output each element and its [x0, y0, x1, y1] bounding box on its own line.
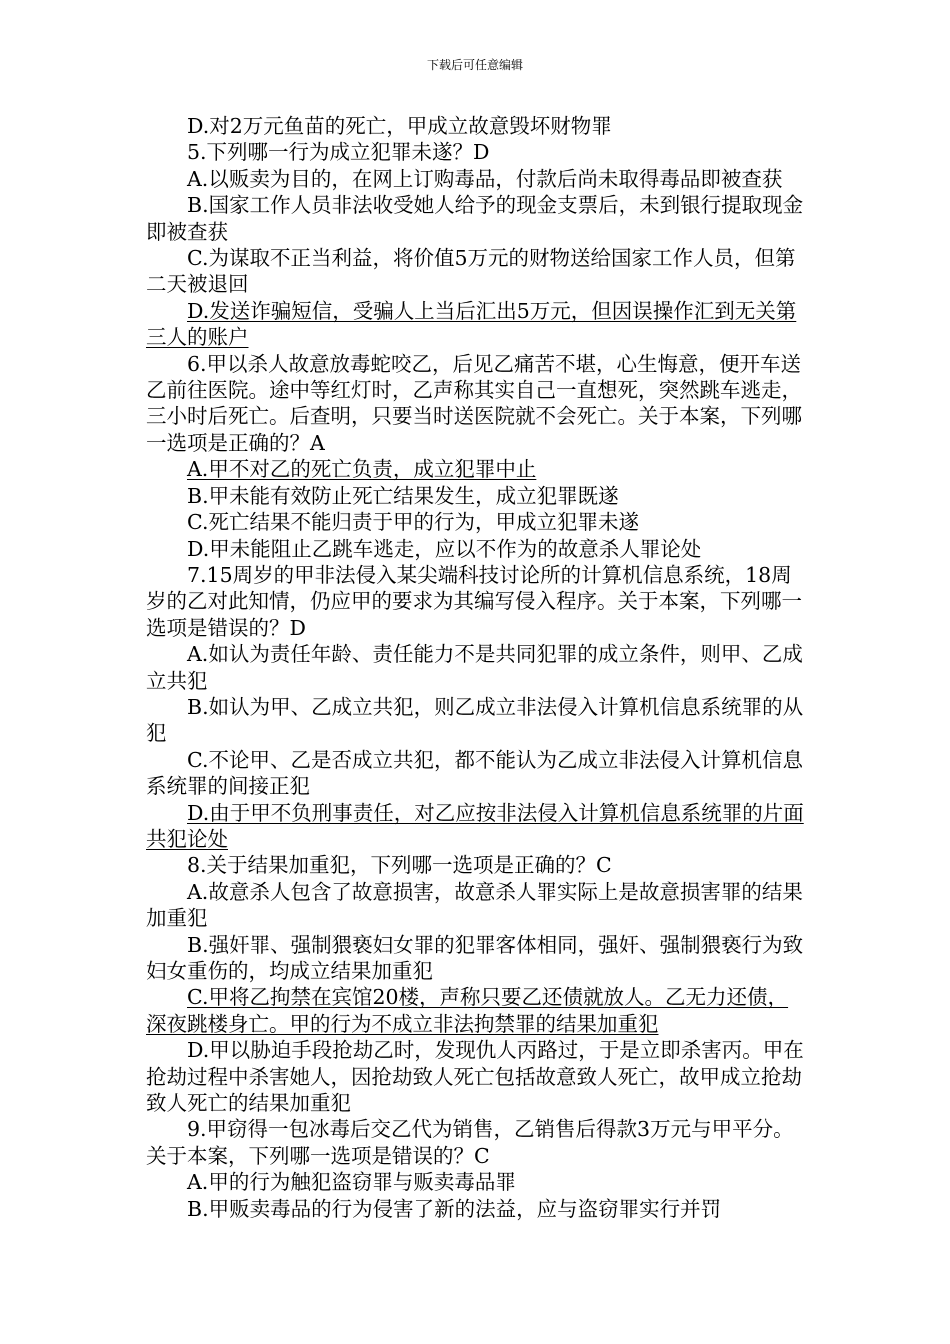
- paragraph-text: B.国家工作人员非法收受她人给予的现金支票后，未到银行提取现金即被查获: [146, 193, 804, 244]
- question-9: [146, 1116, 806, 1169]
- paragraph-text: D.由于甲不负刑事责任，对乙应按非法侵入计算机信息系统罪的片面共犯论处: [146, 800, 804, 851]
- option: [146, 456, 806, 482]
- option: [146, 192, 806, 245]
- paragraph-text: B.甲未能有效防止死亡结果发生，成立犯罪既遂: [187, 483, 619, 508]
- paragraph-text: D.对2万元鱼苗的死亡，甲成立故意毁坏财物罪: [187, 114, 612, 138]
- page-header: 下载后可任意编辑: [426, 58, 523, 72]
- paragraph-text: 9.甲窃得一包冰毒后交乙代为销售，乙销售后得款3万元与甲平分。关于本案，下列哪一选项是错误的？C: [146, 1117, 794, 1168]
- paragraph-text: B.如认为甲、乙成立共犯，则乙成立非法侵入计算机信息系统罪的从犯: [146, 694, 804, 746]
- paragraph-text: A.甲不对乙的死亡负责，成立犯罪中止: [187, 457, 537, 482]
- option: [146, 932, 806, 985]
- paragraph-text: C.甲将乙拘禁在宾馆20楼，声称只要乙还债就放人。乙无力还债，深夜跳楼身亡。甲的行为不成立非法拘禁罪的结果加重犯: [146, 985, 789, 1036]
- paragraph-text: 5.下列哪一行为成立犯罪未遂？D: [187, 140, 490, 165]
- paragraph: [146, 113, 806, 139]
- option: [146, 641, 806, 694]
- paragraph-text: B.强奸罪、强制猥亵妇女罪的犯罪客体相同，强奸、强制猥亵行为致妇女重伤的，均成立结果加重犯: [146, 932, 804, 983]
- question-7: [146, 562, 806, 641]
- option: [146, 1037, 806, 1116]
- paragraph-text: A.如认为责任年龄、责任能力不是共同犯罪的成立条件，则甲、乙成立共犯: [146, 642, 803, 693]
- option: [146, 483, 806, 509]
- paragraph-text: C.不论甲、乙是否成立共犯，都不能认为乙成立非法侵入计算机信息系统罪的间接正犯: [146, 747, 803, 799]
- paragraph-text: D.甲未能阻止乙跳车逃走，应以不作为的故意杀人罪论处: [187, 536, 702, 561]
- paragraph-text: A.甲的行为触犯盗窃罪与贩卖毒品罪: [187, 1170, 516, 1195]
- paragraph-text: D.发送诈骗短信，受骗人上当后汇出5万元，但因误操作汇到无关第三人的账户: [146, 298, 797, 350]
- paragraph-text: A.以贩卖为目的，在网上订购毒品，付款后尚未取得毒品即被查获: [187, 166, 783, 191]
- paragraph-text: 8.关于结果加重犯，下列哪一选项是正确的？C: [187, 853, 612, 878]
- option: [146, 694, 806, 747]
- paragraph-text: D.甲以胁迫手段抢劫乙时，发现仇人丙路过，于是立即杀害丙。甲在抢劫过程中杀害她人，因抢劫致人死亡包括故意致人死亡，故甲成立抢劫致人死亡的结果加重犯: [146, 1038, 804, 1116]
- question-6: [146, 351, 806, 457]
- option: [146, 298, 806, 351]
- document-body: [146, 113, 806, 1222]
- option: [146, 166, 806, 192]
- option: [146, 984, 806, 1037]
- option: [146, 1169, 806, 1195]
- option: [146, 1196, 806, 1222]
- question-5: [146, 139, 806, 165]
- option: [146, 245, 806, 298]
- question-8: [146, 852, 806, 878]
- option: [146, 747, 806, 800]
- paragraph-text: C.为谋取不正当利益，将价值5万元的财物送给国家工作人员，但第二天被退回: [146, 246, 796, 297]
- option: [146, 879, 806, 932]
- paragraph-text: 6.甲以杀人故意放毒蛇咬乙，后见乙痛苦不堪，心生悔意，便开车送乙前往医院。途中等红灯时，乙声称其实自己一直想死，突然跳车逃走，三小时后死亡。后查明，只要当时送医院就不会死亡。关于本案，下列哪一选项是正确的？A: [146, 351, 802, 455]
- option: [146, 536, 806, 562]
- paragraph-text: 7.15周岁的甲非法侵入某尖端科技讨论所的计算机信息系统，18周岁的乙对此知情，仍应甲的要求为其编写侵入程序。关于本案，下列哪一选项是错误的？D: [146, 562, 802, 640]
- paragraph-text: A.故意杀人包含了故意损害，故意杀人罪实际上是故意损害罪的结果加重犯: [146, 879, 803, 931]
- option: [146, 509, 806, 535]
- paragraph-text: C.死亡结果不能归责于甲的行为，甲成立犯罪未遂: [187, 510, 639, 535]
- option: [146, 800, 806, 853]
- paragraph-text: B.甲贩卖毒品的行为侵害了新的法益，应与盗窃罪实行并罚: [187, 1196, 722, 1221]
